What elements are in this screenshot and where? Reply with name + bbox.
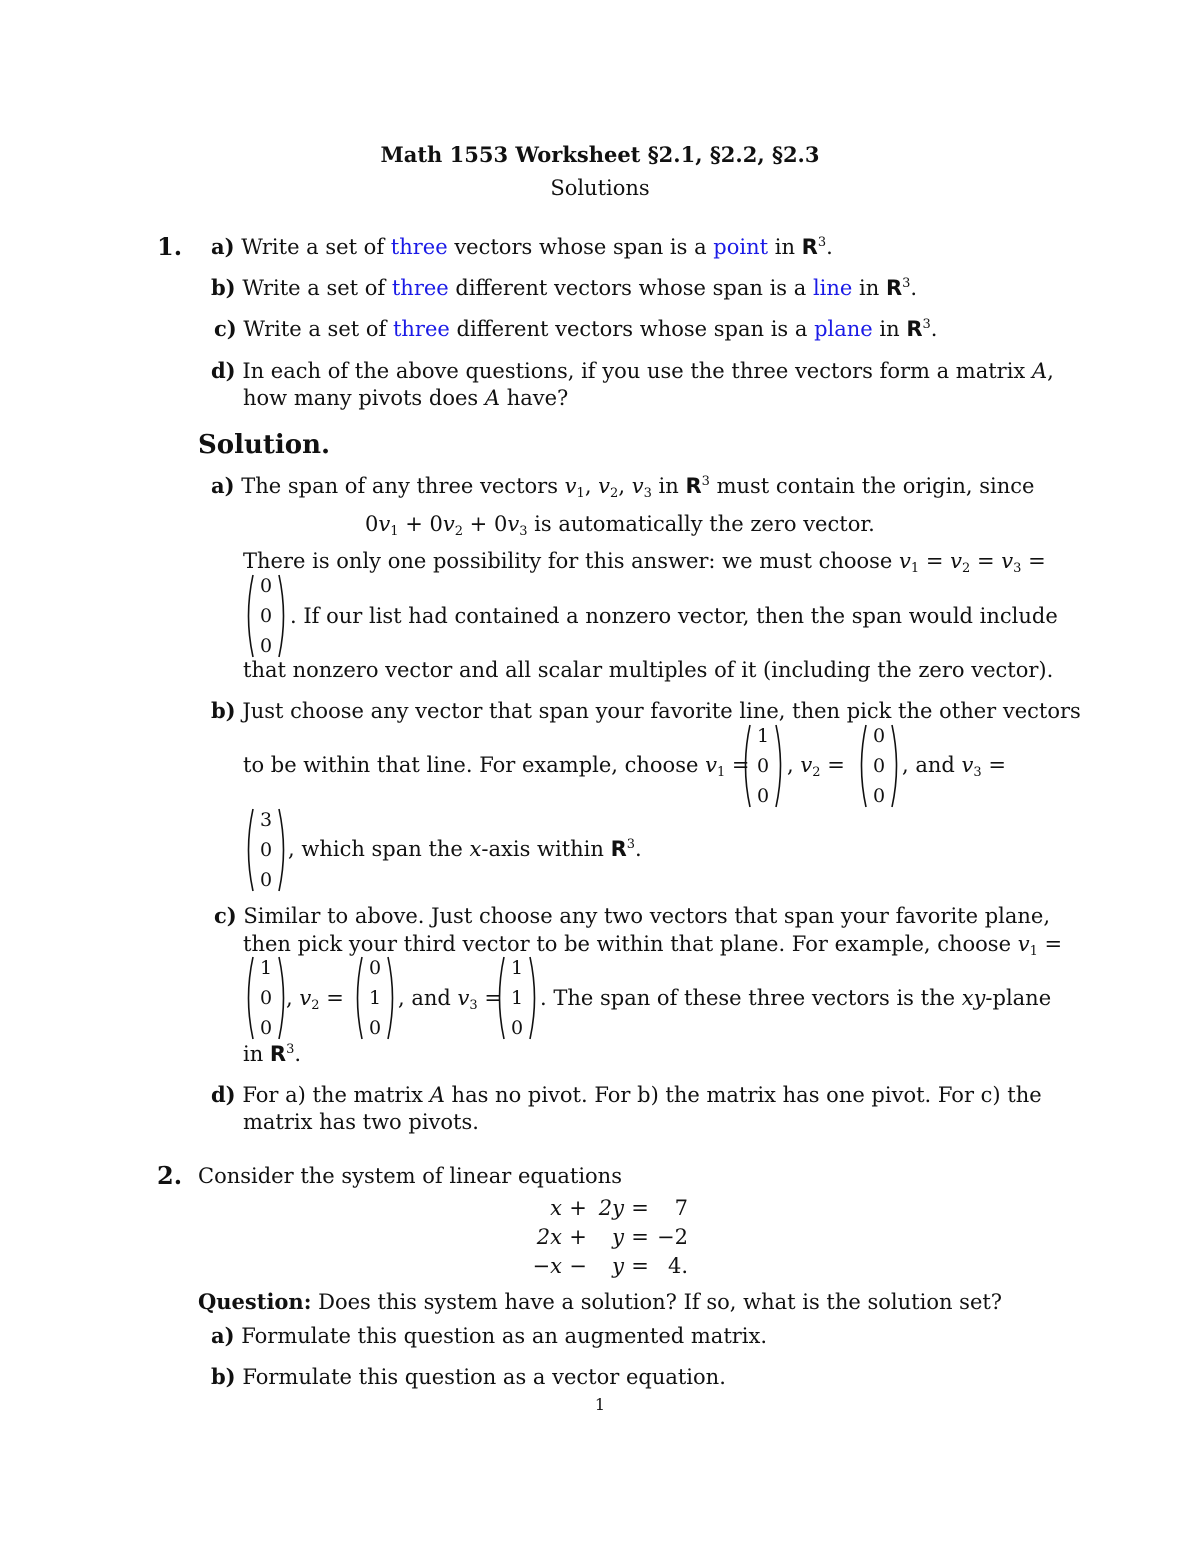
right-paren-icon [277,573,289,659]
vector-c-v2 [352,955,398,1041]
q2-intro: Consider the system of linear equations [198,1164,622,1188]
vector-entry: 0 [510,1017,524,1039]
right-paren-icon [890,723,902,809]
vector-c-v1 [243,955,289,1041]
question-1-number: 1. [157,232,183,261]
solution-a-line2: $0v_1 + 0v_2 + 0v_3$ is automatically the zero vector. [365,512,875,539]
vector-entry: 0 [756,755,770,777]
solution-b-v2: , $v_2$ = [787,753,845,780]
vector-v1-e1 [740,723,786,809]
equation-row: −x − y = 4. [532,1254,688,1278]
equation-row: x + 2y = 7 [550,1196,688,1220]
left-paren-icon [740,723,752,809]
solution-d-line2: matrix has two pivots. [243,1110,479,1134]
solution-b-line1: b) Just choose any vector that span your favorite line, then pick the other vectors [211,698,1081,723]
vector-entry: 0 [259,987,273,1009]
q1-part-d-line2: how many pivots does A have? [243,386,569,410]
right-paren-icon [774,723,786,809]
vector-entry: 0 [259,869,273,891]
q1-part-a: a) Write a set of three vectors whose span is a point in $R^3$. [211,234,833,259]
vector-entry: 0 [368,957,382,979]
vector-entry: 1 [259,957,273,979]
q2-part-a: a) Formulate this question as an augmented matrix. [211,1323,768,1348]
vector-entry: 0 [756,785,770,807]
vector-c-v3 [494,955,540,1041]
right-paren-icon [528,955,540,1041]
vector-entry: 3 [259,809,273,831]
vector-entry: 1 [510,987,524,1009]
vector-entry: 0 [872,725,886,747]
left-paren-icon [494,955,506,1041]
solution-d-line1: d) For a) the matrix A has no pivot. For b) the matrix has one pivot. For c) the [211,1082,1042,1107]
vector-entry: 0 [368,1017,382,1039]
vector-entry: 0 [872,785,886,807]
vector-entry: 0 [259,839,273,861]
right-paren-icon [386,955,398,1041]
solution-a-line1: a) The span of any three vectors $v_1$, $v_2$, $v_3$ in $R^3$ must contain the origin, since [211,473,1035,501]
vector-v3-3e1 [243,807,289,893]
vector-entry: 1 [510,957,524,979]
q2-part-b: b) Formulate this question as a vector equation. [211,1364,726,1389]
solution-b-line2: to be within that line. For example, choose $v_1$ = [243,753,750,780]
vector-entry: 0 [259,575,273,597]
solution-c-line1: c) Similar to above. Just choose any two vectors that span your favorite plane, [214,903,1051,928]
page-title: Math 1553 Worksheet §2.1, §2.2, §2.3 [380,142,820,167]
solution-c-line3: . The span of these three vectors is the xy-plane [540,986,1052,1010]
solution-c-v2-label: , $v_2$ = [286,986,344,1013]
solution-a-line4: . If our list had contained a nonzero vector, then the span would include [290,604,1058,628]
vector-entry: 0 [259,605,273,627]
q1-part-c: c) Write a set of three different vectors whose span is a plane in $R^3$. [214,316,938,341]
left-paren-icon [243,573,255,659]
question-2-number: 2. [157,1161,183,1190]
solution-heading: Solution. [198,430,331,460]
page-subtitle: Solutions [550,176,650,200]
solution-c-line2: then pick your third vector to be within that plane. For example, choose $v_1$ = [243,932,1063,959]
q1-part-b: b) Write a set of three different vectors whose span is a line in $R^3$. [211,275,918,300]
linear-system [520,1194,688,1281]
solution-b-v3: , and $v_3$ = [902,753,1006,780]
left-paren-icon [243,955,255,1041]
vector-entry: 1 [368,987,382,1009]
left-paren-icon [856,723,868,809]
vector-entry: 0 [259,635,273,657]
zero-vector [243,573,289,659]
vector-entry: 1 [756,725,770,747]
solution-c-line4: in $R^3$. [243,1042,302,1066]
solution-a-line3: There is only one possibility for this answer: we must choose $v_1 = v_2 = v_3$ = [243,549,1046,576]
page-number: 1 [594,1395,606,1414]
vector-entry: 0 [872,755,886,777]
vector-entry: 0 [259,1017,273,1039]
solution-a-line5: that nonzero vector and all scalar multiples of it (including the zero vector). [243,658,1054,682]
left-paren-icon [243,807,255,893]
solution-c-v3-label: , and $v_3$ = [398,986,502,1013]
equation-row: 2x + y = −2 [536,1225,688,1249]
vector-v2-zero [856,723,902,809]
solution-b-line3: , which span the x-axis within $R^3$. [288,837,642,861]
q1-part-d: d) In each of the above questions, if you use the three vectors form a matrix A, [211,358,1054,383]
left-paren-icon [352,955,364,1041]
q2-question: Question: Does this system have a solution? If so, what is the solution set? [198,1289,1003,1314]
